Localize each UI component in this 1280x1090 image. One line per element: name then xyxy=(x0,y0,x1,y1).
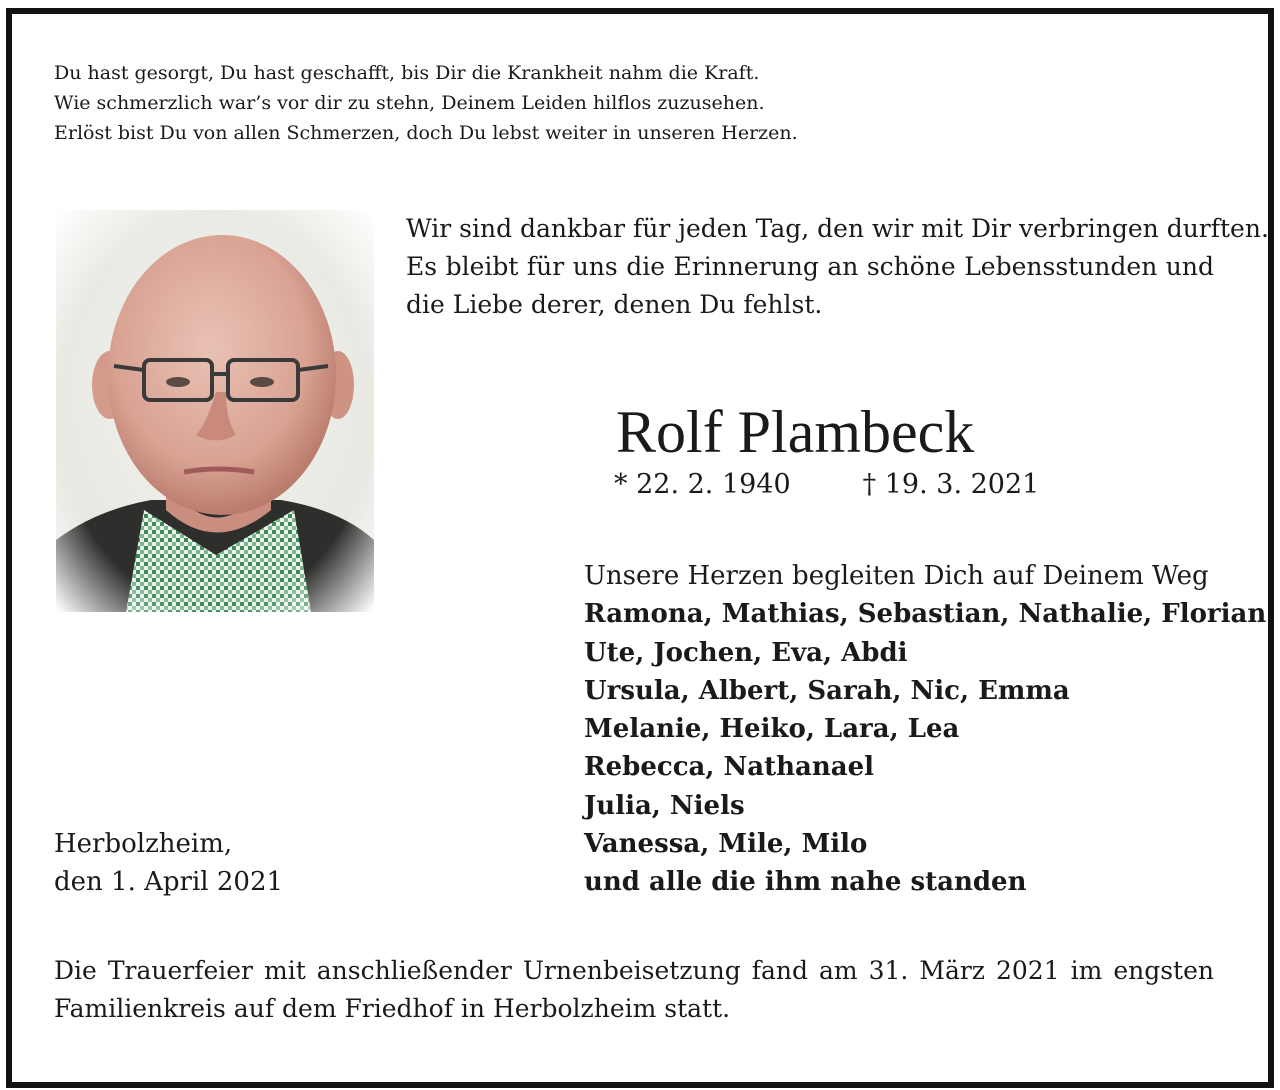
mourner-line: Rebecca, Nathanael xyxy=(584,752,875,783)
mourners-list xyxy=(584,557,1266,902)
funeral-notice-line: Familienkreis auf dem Friedhof in Herbolzheim statt. xyxy=(54,994,731,1023)
portrait-photo xyxy=(56,210,374,612)
life-dates xyxy=(614,468,1039,502)
funeral-notice-line: Die Trauerfeier mit anschließender Urnenbeisetzung fand am 31. März 2021 im engsten xyxy=(54,956,1214,985)
intro-line: Es bleibt für uns die Erinnerung an schöne Lebensstunden und xyxy=(406,252,1214,281)
poem-line: Wie schmerzlich war’s vor dir zu stehn, Deinem Leiden hilflos zuzusehen. xyxy=(54,92,765,114)
death-date: † 19. 3. 2021 xyxy=(862,469,1040,500)
place-line: Herbolzheim, xyxy=(54,829,233,859)
mourners-lead: Unsere Herzen begleiten Dich auf Deinem Weg xyxy=(584,561,1209,591)
mourner-line: Julia, Niels xyxy=(584,790,745,821)
date-line: den 1. April 2021 xyxy=(54,867,284,898)
intro-line: die Liebe derer, denen Du fehlst. xyxy=(406,290,823,319)
mourner-line: Ute, Jochen, Eva, Abdi xyxy=(584,637,908,668)
poem-line: Erlöst bist Du von allen Schmerzen, doch Du lebst weiter in unseren Herzen. xyxy=(54,122,798,144)
birth-date: * 22. 2. 1940 xyxy=(614,469,791,500)
intro-text xyxy=(406,210,1269,324)
mourner-line: Vanessa, Mile, Milo xyxy=(584,829,868,860)
mourner-line: Ursula, Albert, Sarah, Nic, Emma xyxy=(584,675,1070,706)
mourner-line: und alle die ihm nahe standen xyxy=(584,867,1027,898)
poem-line: Du hast gesorgt, Du hast geschafft, bis Dir die Krankheit nahm die Kraft. xyxy=(54,62,760,84)
place-and-date xyxy=(54,825,283,902)
intro-line: Wir sind dankbar für jeden Tag, den wir mit Dir verbringen durften. xyxy=(406,214,1269,243)
funeral-notice xyxy=(54,952,1214,1028)
deceased-name: Rolf Plambeck xyxy=(616,399,975,465)
mourner-line: Melanie, Heiko, Lara, Lea xyxy=(584,714,960,745)
mourner-line: Ramona, Mathias, Sebastian, Nathalie, Florian xyxy=(584,599,1267,630)
poem xyxy=(54,58,798,148)
